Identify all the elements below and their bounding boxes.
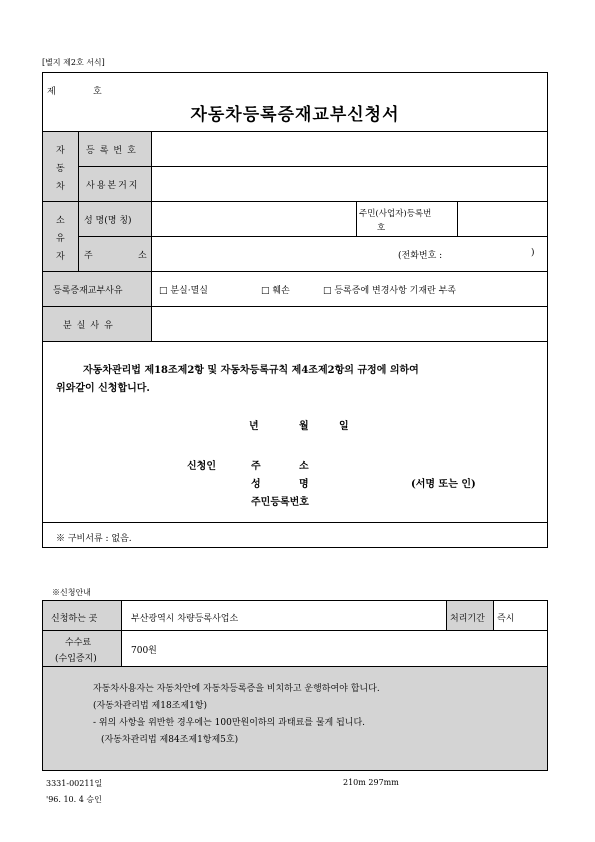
signature-label: (서명 또는 인)	[411, 479, 476, 490]
number-label: 제	[47, 87, 56, 97]
base-location-field[interactable]	[153, 168, 545, 199]
place-label: 신청하는 곳	[51, 614, 98, 624]
row-divider	[43, 522, 547, 523]
guide-note: - 위의 사항을 위반한 경우에는 100만원이하의 과태료를 물게 됩니다.	[93, 718, 366, 728]
row-divider	[43, 666, 547, 667]
reg-number-field[interactable]	[153, 133, 545, 164]
vehicle-group-char: 자	[56, 146, 65, 156]
owner-id-field[interactable]	[459, 203, 545, 234]
owner-id-label-2: 호	[377, 223, 386, 233]
fee-label-sub: (수입증지)	[55, 654, 97, 664]
col-divider	[78, 131, 79, 271]
guide-note: (자동차관리법 제84조제1항제5호)	[101, 735, 239, 745]
period-value: 즉시	[497, 614, 515, 624]
row-divider	[43, 201, 547, 202]
base-location-label: 사용본거지	[86, 181, 140, 191]
reason-label: 등록증재교부사유	[53, 286, 123, 296]
documents-note: ※ 구비서류 : 없음.	[56, 534, 132, 544]
place-value: 부산광역시 차량등록사업소	[131, 614, 239, 624]
guide-note: (자동차관리법 제18조제1항)	[93, 701, 208, 711]
col-divider	[493, 601, 494, 630]
owner-address-label-2: 소	[138, 251, 147, 261]
applicant-address-1: 주	[251, 461, 261, 472]
loss-reason-field[interactable]	[153, 308, 545, 339]
row-divider	[43, 271, 547, 272]
col-divider	[457, 201, 458, 236]
owner-name-field[interactable]	[153, 203, 354, 234]
applicant-id-label: 주민등록번호	[251, 497, 309, 508]
owner-address-field[interactable]	[153, 238, 393, 269]
owner-name-label: 성 명(명 칭)	[84, 216, 132, 226]
reason-option-no-space[interactable]: □ 등록증에 변경사항 기재란 부족	[323, 286, 456, 296]
owner-address-label-1: 주	[84, 251, 93, 261]
owner-id-label: 주민(사업자)등록번	[359, 209, 432, 219]
owner-group-char: 자	[56, 252, 65, 262]
footer-approved: '96. 10. 4 승인	[46, 795, 102, 804]
row-divider	[78, 236, 547, 237]
application-form	[42, 72, 548, 548]
applicant-name-1: 성	[251, 479, 261, 490]
footer-paper-size: 210m 297mm	[343, 778, 399, 787]
reg-number-label: 등록번호	[86, 146, 141, 156]
owner-group-char: 소	[56, 216, 65, 226]
number-suffix: 호	[93, 87, 102, 97]
vehicle-group-char: 동	[56, 164, 65, 174]
fee-label: 수수료	[65, 638, 92, 648]
col-divider	[356, 201, 357, 236]
period-label: 처리기간	[450, 614, 485, 624]
col-divider	[446, 601, 447, 630]
guide-heading: ※신청안내	[52, 588, 91, 597]
form-type-label: [별지 제2호 서식]	[42, 58, 105, 67]
reason-option-lost[interactable]: □ 분실·멸실	[159, 286, 209, 296]
phone-close: )	[531, 248, 535, 258]
reason-option-damaged[interactable]: □ 훼손	[261, 286, 290, 296]
date-month: 월	[299, 421, 309, 432]
applicant-label: 신청인	[187, 461, 216, 472]
fee-value: 700원	[131, 646, 157, 656]
date-year: 년	[249, 421, 259, 432]
footer-code: 3331-00211일	[46, 779, 103, 788]
statement-line-2: 위와같이 신청합니다.	[56, 383, 150, 394]
row-divider	[78, 166, 547, 167]
row-divider	[43, 306, 547, 307]
vehicle-group-char: 차	[56, 182, 65, 192]
applicant-address-2: 소	[299, 461, 309, 472]
statement-line-1: 자동차관리법 제18조제2항 및 자동차등록규칙 제4조제2항의 규정에 의하여	[83, 365, 419, 376]
col-divider	[151, 131, 152, 341]
row-divider	[43, 341, 547, 342]
applicant-name-2: 명	[299, 479, 309, 490]
row-divider	[43, 630, 547, 631]
guide-note: 자동차사용자는 자동차안에 자동차등록증을 비치하고 운행하여야 합니다.	[93, 684, 380, 694]
form-title: 자동차등록증재교부신청서	[190, 105, 400, 125]
col-divider	[121, 601, 122, 666]
guide-table	[42, 600, 548, 771]
date-day: 일	[339, 421, 349, 432]
phone-label: (전화번호 :	[398, 251, 443, 261]
row-divider	[43, 131, 547, 132]
loss-reason-label: 분실사유	[63, 321, 118, 331]
owner-group-char: 유	[56, 234, 65, 244]
